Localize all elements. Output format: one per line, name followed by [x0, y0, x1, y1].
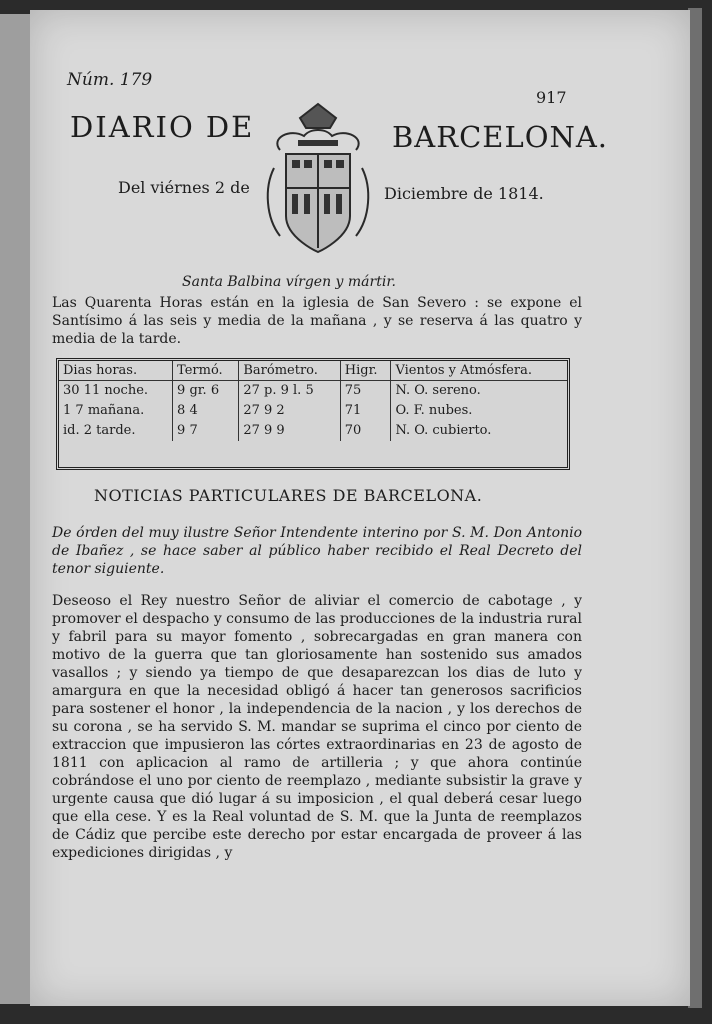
- col-barometer: Barómetro.: [239, 361, 340, 381]
- masthead-title-right: BARCELONA.: [392, 120, 609, 154]
- col-winds: Vientos y Atmósfera.: [391, 361, 567, 381]
- cell-day-time: id. 2 tarde.: [59, 421, 173, 441]
- cell-hygro: 71: [340, 401, 391, 421]
- cell-baro: 27 p. 9 l. 5: [239, 381, 340, 402]
- table-row: [59, 381, 567, 402]
- intro-paragraph: De órden del muy ilustre Señor Intendente interino por S. M. Don Antonio de Ibañez , se hace saber al público haber recibido el Real Decreto del tenor siguiente.: [52, 525, 582, 577]
- coat-of-arms-icon: [260, 98, 376, 264]
- issue-number: Núm. 179: [67, 70, 153, 90]
- cell-baro: 27 9 9: [239, 421, 340, 441]
- cell-wind: O. F. nubes.: [395, 403, 473, 418]
- weather-table: [56, 358, 570, 470]
- cell-temp: 8 4: [173, 401, 239, 421]
- date-line-left: Del viérnes 2 de: [118, 178, 250, 197]
- cell-wind: N. O. cubierto.: [395, 423, 492, 438]
- date-line-right: Diciembre de 1814.: [384, 184, 544, 203]
- cell-wind: N. O. sereno.: [395, 383, 481, 398]
- col-hygrometer: Higr.: [340, 361, 391, 381]
- weather-table-header: [59, 361, 567, 381]
- table-row: [59, 401, 567, 421]
- newspaper-page: [30, 10, 690, 1006]
- cell-temp: 9 7: [173, 421, 239, 441]
- book-binding-edge: [688, 8, 702, 1008]
- cell-hygro: 70: [340, 421, 391, 441]
- col-thermometer: Termó.: [173, 361, 239, 381]
- cell-day-time: 30 11 noche.: [59, 381, 173, 402]
- decree-body: Deseoso el Rey nuestro Señor de aliviar el comercio de cabotage , y promover el despacho y consumo de las producciones de la industria rural y fabril para su mayor fomento , sobrecargadas en gran manera con motivo de la guerra que tan gloriosamente han sostenido sus amados vasallos ; y siendo ya tiempo de que desaparezcan los dias de luto y amargura en que la necesidad obligó á hacer tan generosos sacrificios para sostener el honor , la independencia de la nacion , y los derechos de su corona , se ha servido S. M. mandar se suprima el cinco por ciento de extraccion que impusieron las córtes extraordinarias en 23 de agosto de 1811 con aplicacion al ramo de artilleria ; y que ahora continúe cobrándose el uno por ciento de reemplazo , mediante subsistir la grave y urgente causa que dió lugar á su imposicion , el qual deberá cesar luego que ella cese. Y es la Real voluntad de S. M. que la Junta de reemplazos de Cádiz que percibe este derecho por estar encargada de proveer á las expediciones dirigidas , y: [52, 593, 583, 861]
- section-heading: NOTICIAS PARTICULARES DE BARCELONA.: [94, 486, 483, 505]
- cell-baro: 27 9 2: [239, 401, 340, 421]
- adjacent-page-edge: [0, 14, 32, 1004]
- col-days-hours: Dias horas.: [59, 361, 173, 381]
- cell-day-time: 1 7 mañana.: [59, 401, 173, 421]
- cell-hygro: 75: [340, 381, 391, 402]
- masthead-title-left: DIARIO DE: [70, 110, 255, 144]
- forty-hours-notice: Las Quarenta Horas están en la iglesia de San Severo : se expone el Santísimo á las seis y media de la mañana , y se reserva á las quatro y media de la tarde.: [52, 295, 582, 347]
- cell-temp: 9 gr. 6: [173, 381, 239, 402]
- table-row: [59, 421, 567, 441]
- page-number: 917: [536, 88, 567, 107]
- saint-of-day: Santa Balbina vírgen y mártir.: [182, 274, 396, 290]
